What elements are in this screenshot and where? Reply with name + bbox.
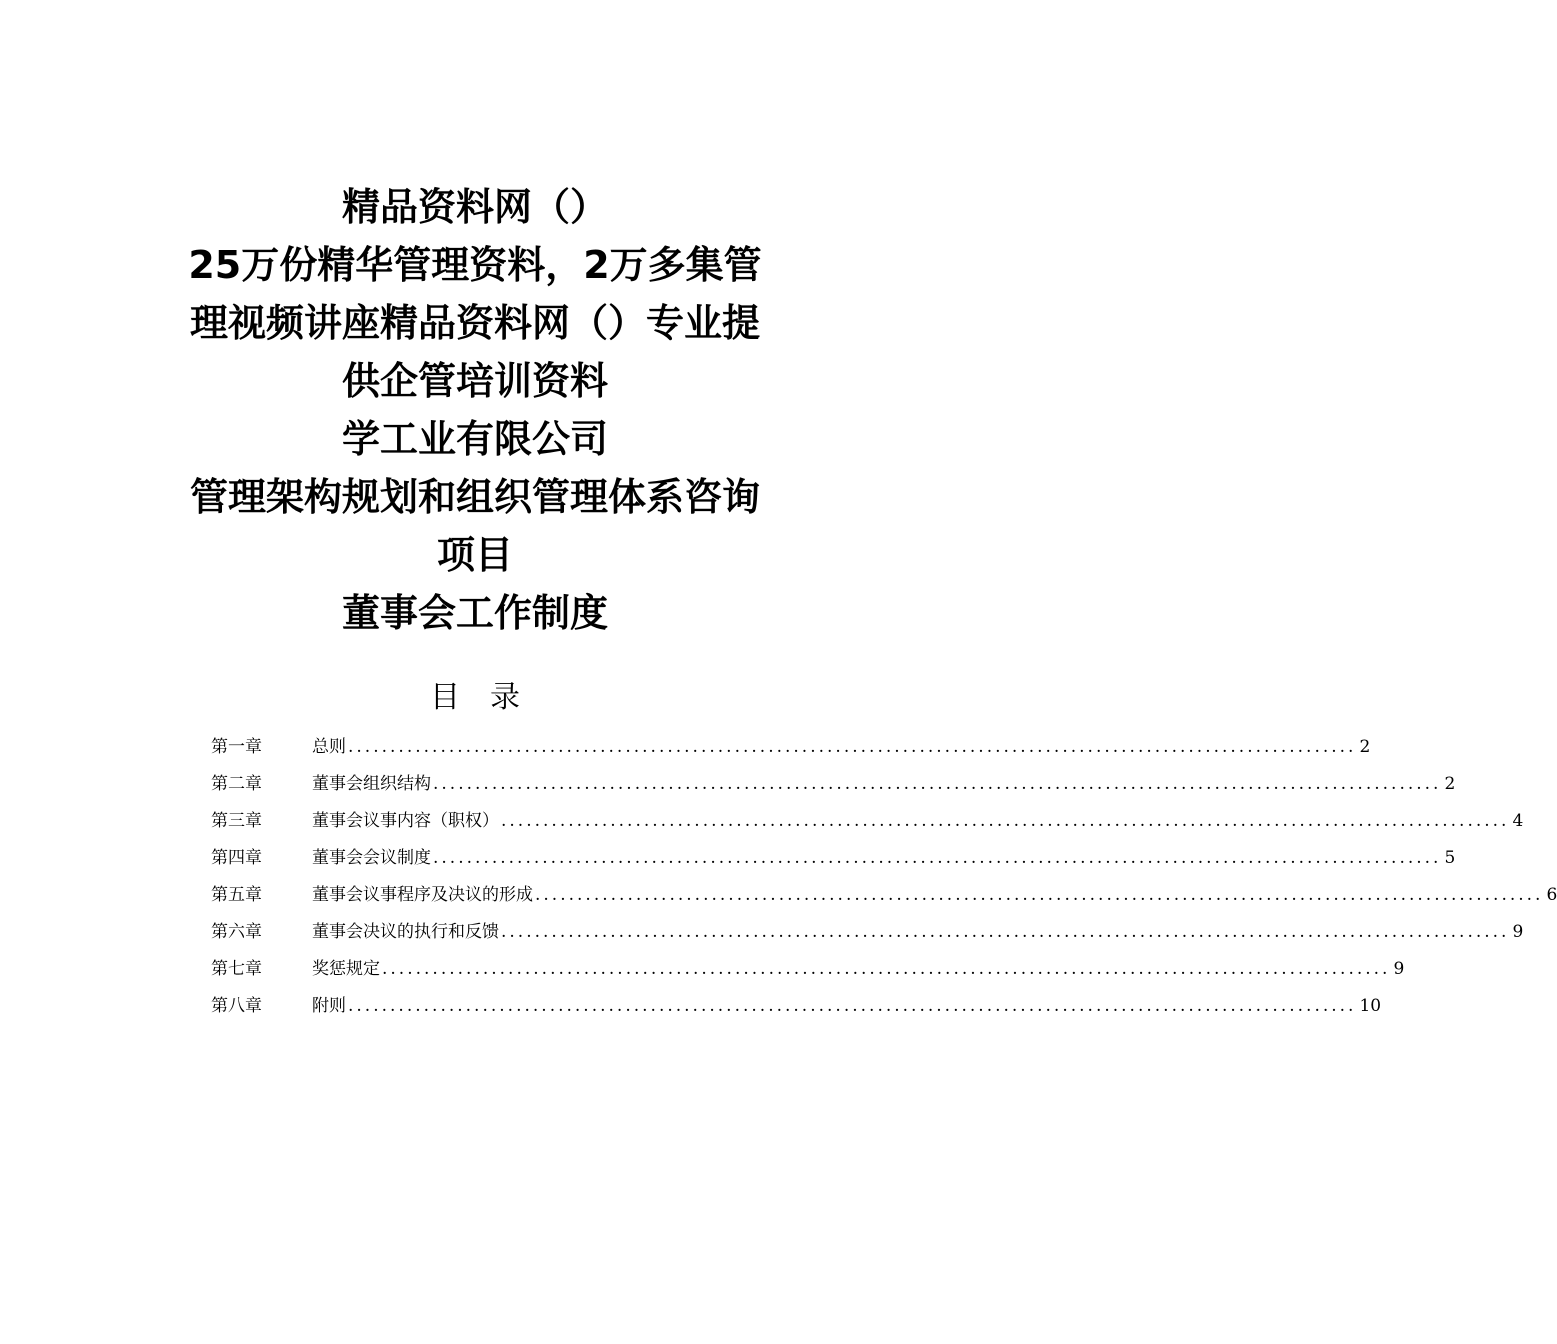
toc-entry[interactable] [211,880,1557,917]
title-line: 供企管培训资料 [341,359,608,403]
toc-dot-leader: ........................................................................................................................ [348,996,1357,1016]
title-line: 25万份精华管理资料，2万多集管 [188,243,762,287]
toc-title: 总则 [312,737,346,757]
toc-page-number: 2 [1359,737,1371,757]
toc-dot-leader: ........................................................................................................................ [348,737,1357,757]
toc-page-number: 4 [1512,811,1524,831]
toc-chapter: 第七章 [211,959,262,979]
toc-dot-leader: ........................................................................................................................ [501,922,1510,942]
toc-chapter: 第五章 [211,885,262,905]
title-line: 管理架构规划和组织管理体系咨询 [189,475,760,519]
toc-page-number: 2 [1444,774,1456,794]
toc-dot-leader: ........................................................................................................................ [433,774,1442,794]
title-line: 精品资料网（） [341,185,608,229]
toc-entry[interactable] [211,769,1456,806]
toc-title: 董事会议事程序及决议的形成 [312,885,533,905]
toc-title: 奖惩规定 [312,959,380,979]
toc-entry[interactable] [211,843,1456,880]
toc-page-number: 5 [1444,848,1456,868]
toc-title: 董事会决议的执行和反馈 [312,922,499,942]
toc-dot-leader: ........................................................................................................................ [382,959,1391,979]
toc-entry[interactable] [211,806,1524,843]
toc-chapter: 第六章 [211,922,262,942]
toc-entry[interactable] [211,991,1382,1028]
toc-chapter: 第一章 [211,737,262,757]
toc-page-number: 6 [1546,885,1557,905]
toc-entry[interactable] [211,954,1405,991]
toc-page-number: 10 [1359,996,1382,1016]
cover-title [140,178,810,642]
toc-dot-leader: ........................................................................................................................ [535,885,1544,905]
toc-chapter: 第四章 [211,848,262,868]
toc-page-number: 9 [1512,922,1524,942]
title-line: 理视频讲座精品资料网（）专业提 [189,301,760,345]
table-of-contents [211,732,1557,1028]
toc-title: 附则 [312,996,346,1016]
title-line: 项目 [436,533,513,577]
toc-heading: 目录 [430,680,550,715]
toc-title: 董事会组织结构 [312,774,431,794]
toc-chapter: 第八章 [211,996,262,1016]
toc-page-number: 9 [1393,959,1405,979]
title-line: 董事会工作制度 [341,591,608,635]
toc-entry[interactable] [211,917,1524,954]
toc-chapter: 第三章 [211,811,262,831]
title-line: 学工业有限公司 [341,417,608,461]
toc-chapter: 第二章 [211,774,262,794]
toc-title: 董事会会议制度 [312,848,431,868]
toc-entry[interactable] [211,732,1371,769]
toc-dot-leader: ........................................................................................................................ [501,811,1510,831]
toc-dot-leader: ........................................................................................................................ [433,848,1442,868]
toc-title: 董事会议事内容（职权） [312,811,499,831]
